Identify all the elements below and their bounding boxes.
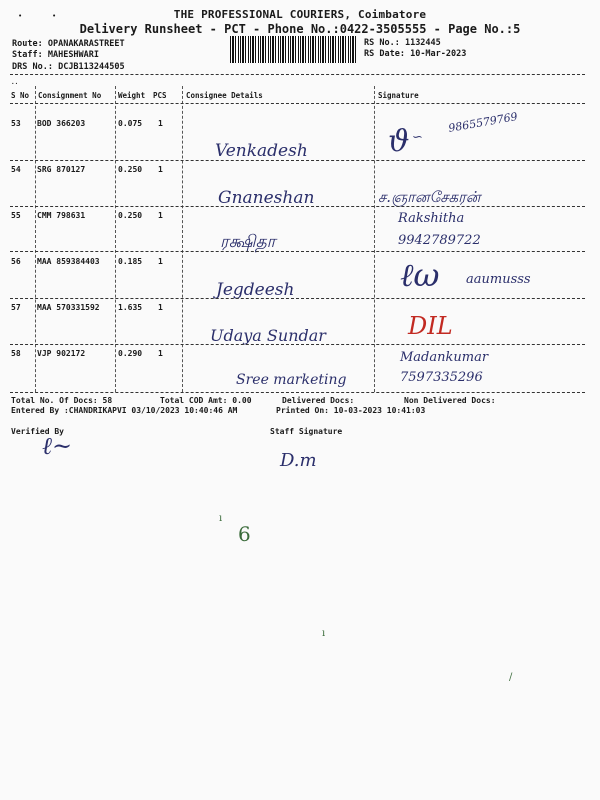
row-weight: 0.250: [118, 165, 143, 174]
col-header-pcs: PCS: [153, 91, 167, 100]
dots-mark: ..: [11, 79, 19, 86]
staff-signature-label: Staff Signature: [270, 427, 343, 436]
row-sno: 57: [11, 303, 21, 312]
signature-handwriting: aaumusss: [466, 272, 531, 287]
route-value: OPANAKARASTREET: [47, 39, 125, 49]
company-title: THE PROFESSIONAL COURIERS, Coimbatore: [173, 8, 427, 21]
drs-value: DCJB113244505: [58, 62, 125, 72]
row-divider: [10, 251, 585, 252]
verified-by-signature: ℓ~: [42, 432, 73, 460]
row-consignment: MAA 859384403: [37, 257, 100, 266]
rs-date-value: 10-Mar-2023: [410, 49, 467, 59]
consignee-handwriting: Jegdeesh: [216, 280, 295, 300]
rs-date-line: RS Date: 10-Mar-2023: [364, 49, 467, 59]
row-consignment: BOD 366203: [37, 119, 86, 128]
drs-line: DRS No.: DCJB113244505: [12, 62, 125, 72]
speck-mark: ı: [322, 628, 326, 639]
row-weight: 0.185: [118, 257, 143, 266]
col-header-signature: Signature: [378, 91, 419, 100]
row-pcs: 1: [158, 349, 163, 358]
consignee-handwriting: Venkadesh: [215, 141, 308, 161]
row-sno: 54: [11, 165, 21, 174]
row-weight: 0.250: [118, 211, 143, 220]
row-divider: [10, 206, 585, 207]
column-divider: [182, 86, 183, 392]
signature-scribble: ϑ: [388, 124, 410, 159]
consignee-handwriting: ரக்ஷிதா: [220, 232, 276, 252]
row-consignment: MAA 570331592: [37, 303, 100, 312]
rs-no-value: 1132445: [404, 38, 441, 48]
consignee-handwriting: Udaya Sundar: [210, 326, 326, 345]
runsheet-subtitle: Delivery Runsheet - PCT - Phone No.:0422-3505555 - Page No.:5: [79, 22, 521, 36]
column-divider: [374, 86, 375, 392]
col-header-consignee: Consignee Details: [186, 91, 263, 100]
consignee-handwriting: Gnaneshan: [218, 188, 315, 208]
staff-line: Staff: MAHESHWARI: [12, 50, 100, 60]
verified-by-label: Verified By: [11, 427, 64, 436]
row-pcs: 1: [158, 257, 163, 266]
row-sno: 56: [11, 257, 21, 266]
non-delivered-docs: Non Delivered Docs:: [404, 396, 496, 405]
signature-handwriting: DIL: [408, 312, 453, 340]
column-divider: [35, 86, 36, 392]
route-line: Route: OPANAKARASTREET: [12, 39, 125, 49]
row-weight: 0.290: [118, 349, 143, 358]
speck-mark: •: [52, 12, 57, 20]
col-header-consignment: Consignment No: [38, 91, 102, 100]
signature-handwriting: Rakshitha 9942789722: [398, 211, 481, 248]
row-divider: [10, 298, 585, 299]
printed-on: Printed On: 10-03-2023 10:41:03: [276, 406, 426, 415]
divider: [10, 392, 585, 393]
entered-by: Entered By :CHANDRIKAPVI 03/10/2023 10:40:46 AM: [11, 406, 238, 415]
row-pcs: 1: [158, 165, 163, 174]
barcode: [230, 36, 356, 63]
signature-handwriting: ச.ஞானசேகரன்: [378, 188, 481, 206]
page-mark: 6: [238, 522, 251, 546]
staff-value: MAHESHWARI: [47, 50, 100, 60]
speck-mark: ı: [219, 513, 223, 524]
row-weight: 1.635: [118, 303, 143, 312]
row-divider: [10, 344, 585, 345]
row-consignment: SRG 870127: [37, 165, 86, 174]
row-pcs: 1: [158, 303, 163, 312]
consignee-handwriting: Sree marketing: [236, 372, 347, 388]
row-consignment: CMM 798631: [37, 211, 86, 220]
divider: [10, 74, 585, 75]
signature-scribble: ℓω: [400, 256, 440, 294]
column-divider: [115, 86, 116, 392]
col-header-sno: S No: [11, 91, 30, 100]
row-pcs: 1: [158, 211, 163, 220]
row-sno: 58: [11, 349, 21, 358]
col-header-weight: Weight: [118, 91, 146, 100]
signature-scribble: ∽: [412, 130, 423, 145]
rs-no-line: RS No.: 1132445: [364, 38, 441, 48]
row-sno: 53: [11, 119, 21, 128]
row-weight: 0.075: [118, 119, 143, 128]
divider: [10, 103, 585, 104]
speck-mark: /: [509, 672, 513, 683]
staff-signature: D.m: [280, 450, 317, 471]
row-consignment: VJP 902172: [37, 349, 86, 358]
row-pcs: 1: [158, 119, 163, 128]
signature-handwriting: 9865579769: [447, 110, 519, 135]
total-cod-amt: Total COD Amt: 0.00: [160, 396, 252, 405]
delivered-docs: Delivered Docs:: [282, 396, 355, 405]
total-docs: Total No. Of Docs: 58: [11, 396, 113, 405]
row-sno: 55: [11, 211, 21, 220]
signature-handwriting: Madankumar 7597335296: [400, 350, 489, 385]
row-divider: [10, 160, 585, 161]
speck-mark: •: [18, 12, 23, 20]
